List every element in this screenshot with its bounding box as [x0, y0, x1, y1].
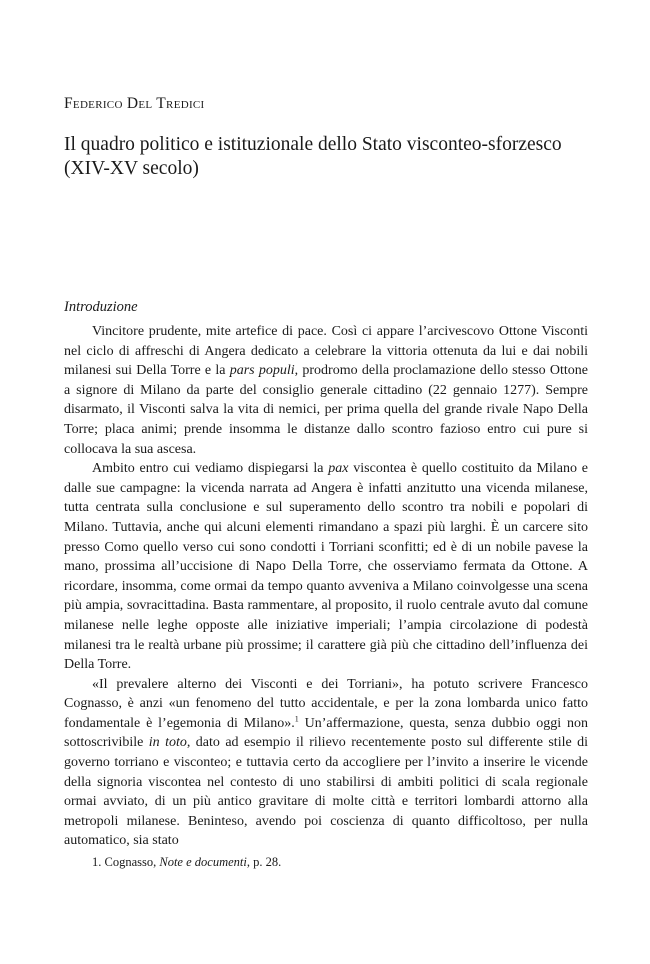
- footnote: 1. Cognasso, Note e documenti, p. 28.: [92, 855, 282, 869]
- paragraph-2: Ambito entro cui vediamo dispiegarsi la pax viscontea è quello costituito da Milano e dalle sue campagne: la vicenda narrata ad Angera è infatti anzitutto una vicenda milanese, tutta centrata sulla conclusione e sul superamento dello scontro tra nobili e popolari di Milano. Tuttavia, anche qui alcuni elementi rimandano a spazi più larghi. È un carcere sito presso Como quello verso cui sono condotti i Torriani sconfitti; ed è di un nobile pavese la mano, prossima all’uccisione di Napo Della Torre, che osserviamo fermata da Ottone. A ricordare, insomma, come ormai da tempo quanto avveniva a Milano coinvolgesse una scena più ampia, sovracittadina. Basta rammentare, al proposito, il ruolo centrale avuto dal comune milanese nelle leghe opposte alle iniziative imperiali; l’ampia circolazione di podestà milanesi tra le realtà urbane più prossime; il carattere già più che cittadino dell’influenza dei Della Torre.: [64, 461, 588, 673]
- author-name: Federico Del Tredici: [64, 95, 205, 112]
- chapter-title: Il quadro politico e istituzionale dello Stato visconteo-sforzesco (XIV-XV secolo): [64, 134, 562, 179]
- paragraph-3: «Il prevalere alterno dei Visconti e dei Torriani», ha potuto scrivere Francesco Cognasso, è anzi «un fenomeno del tutto accidentale, e per la zona lombarda unico fatto fondamentale è l’egemonia di Milano».$^1$ Un’affermazione, questa, senza dubbio oggi non sottoscrivibile in toto, dato ad esempio il rilievo recentemente posto sul differente stile di governo torriano e visconteo; e tuttavia certo da accogliere per l’invito a inserire le vicende della signoria viscontea nel contesto di uno stabilirsi di ambiti politici di scala regionale ormai avviato, di un più antico gravitare di molte città e territori lombardi attorno alla metropoli milanese. Beninteso, avendo poi coscienza di quanto difficoltoso, per nulla automatico, sia stato: [64, 676, 589, 849]
- section-heading: Introduzione: [64, 299, 138, 315]
- italic-term: in toto: [148, 735, 187, 751]
- body-text: [64, 320, 588, 851]
- italic-term: pars populi: [229, 363, 295, 379]
- footnote-source-title: Note e documenti: [159, 855, 247, 869]
- italic-term: pax: [328, 461, 349, 477]
- footnote-reference[interactable]: 1: [294, 714, 299, 724]
- paragraph-1: Vincitore prudente, mite artefice di pace. Così ci appare l’arcivescovo Ottone Visconti nel ciclo di affreschi di Angera dedicato a celebrare la vittoria ottenuta da lui e dai nobili milanesi sui Della Torre e la pars populi, prodromo della proclamazione dello stesso Ottone a signore di Milano da parte del consiglio generale cittadino (22 gennaio 1277). Sempre disarmato, il Visconti salva la vita di nemici, per prima quella del grande rivale Napo Della Torre; placa animi; prende insomma le distanze dallo scontro fazioso entro cui pure si collocava la sua ascesa.: [64, 324, 588, 457]
